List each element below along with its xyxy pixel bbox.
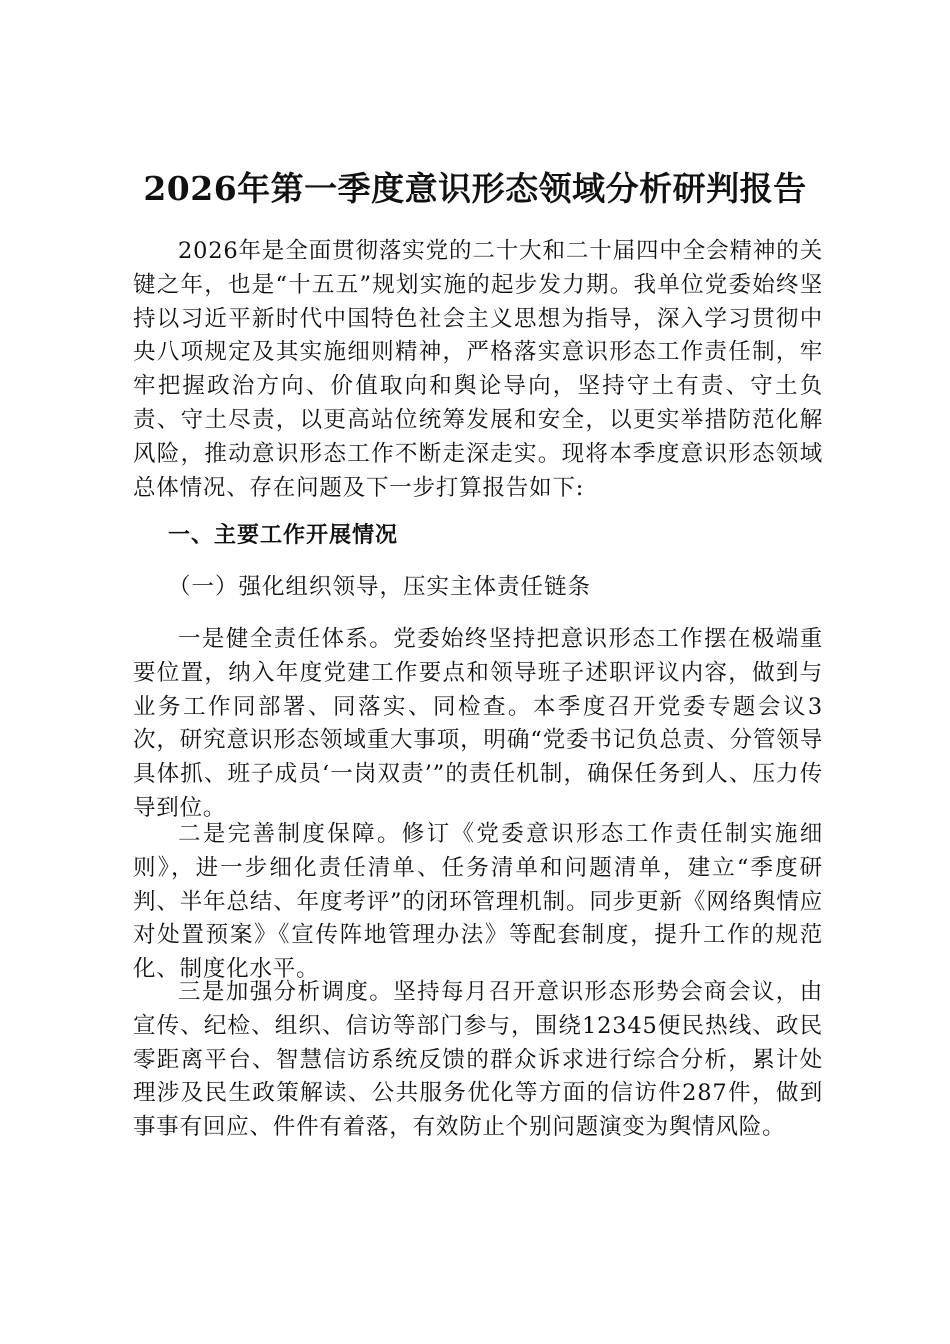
body-paragraph-3: 三是加强分析调度。坚持每月召开意识形态形势会商会议，由宣传、纪检、组织、信访等部门参与，围绕12345便民热线、政民零距离平台、智慧信访系统反馈的群众诉求进行综合分析，累计处理涉及民生政策解读、公共服务优化等方面的信访件287件，做到事事有回应、件件有着落，有效防止个别问题演变为舆情风险。 <box>133 979 823 1141</box>
subsection-heading: （一）强化组织领导，压实主体责任链条 <box>168 574 592 600</box>
body-paragraph-2: 二是完善制度保障。修订《党委意识形态工作责任制实施细则》，进一步细化责任清单、任务清单和问题清单，建立“季度研判、半年总结、年度考评”的闭环管理机制。同步更新《网络舆情应对处置预案》《宣传阵地管理办法》等配套制度，提升工作的规范化、制度化水平。 <box>133 821 823 983</box>
document-title: 2026年第一季度意识形态领域分析研判报告 <box>143 169 807 208</box>
intro-paragraph: 2026年是全面贯彻落实党的二十大和二十届四中全会精神的关键之年，也是“十五五”规划实施的起步发力期。我单位党委始终坚持以习近平新时代中国特色社会主义思想为指导，深入学习贯彻中央八项规定及其实施细则精神，严格落实意识形态工作责任制，牢牢把握政治方向、价值取向和舆论导向，坚持守土有责、守土负责、守土尽责，以更高站位统筹发展和安全，以更实举措防范化解风险，推动意识形态工作不断走深走实。现将本季度意识形态领域总体情况、存在问题及下一步打算报告如下: <box>133 238 823 501</box>
body-paragraph-1: 一是健全责任体系。党委始终坚持把意识形态工作摆在极端重要位置，纳入年度党建工作要点和领导班子述职评议内容，做到与业务工作同部署、同落实、同检查。本季度召开党委专题会议3次，研究意识形态领域重大事项，明确“党委书记负总责、分管领导具体抓、班子成员‘一岗双责’”的责任机制，确保任务到人、压力传导到位。 <box>133 626 823 821</box>
section-heading: 一、主要工作开展情况 <box>168 523 399 548</box>
